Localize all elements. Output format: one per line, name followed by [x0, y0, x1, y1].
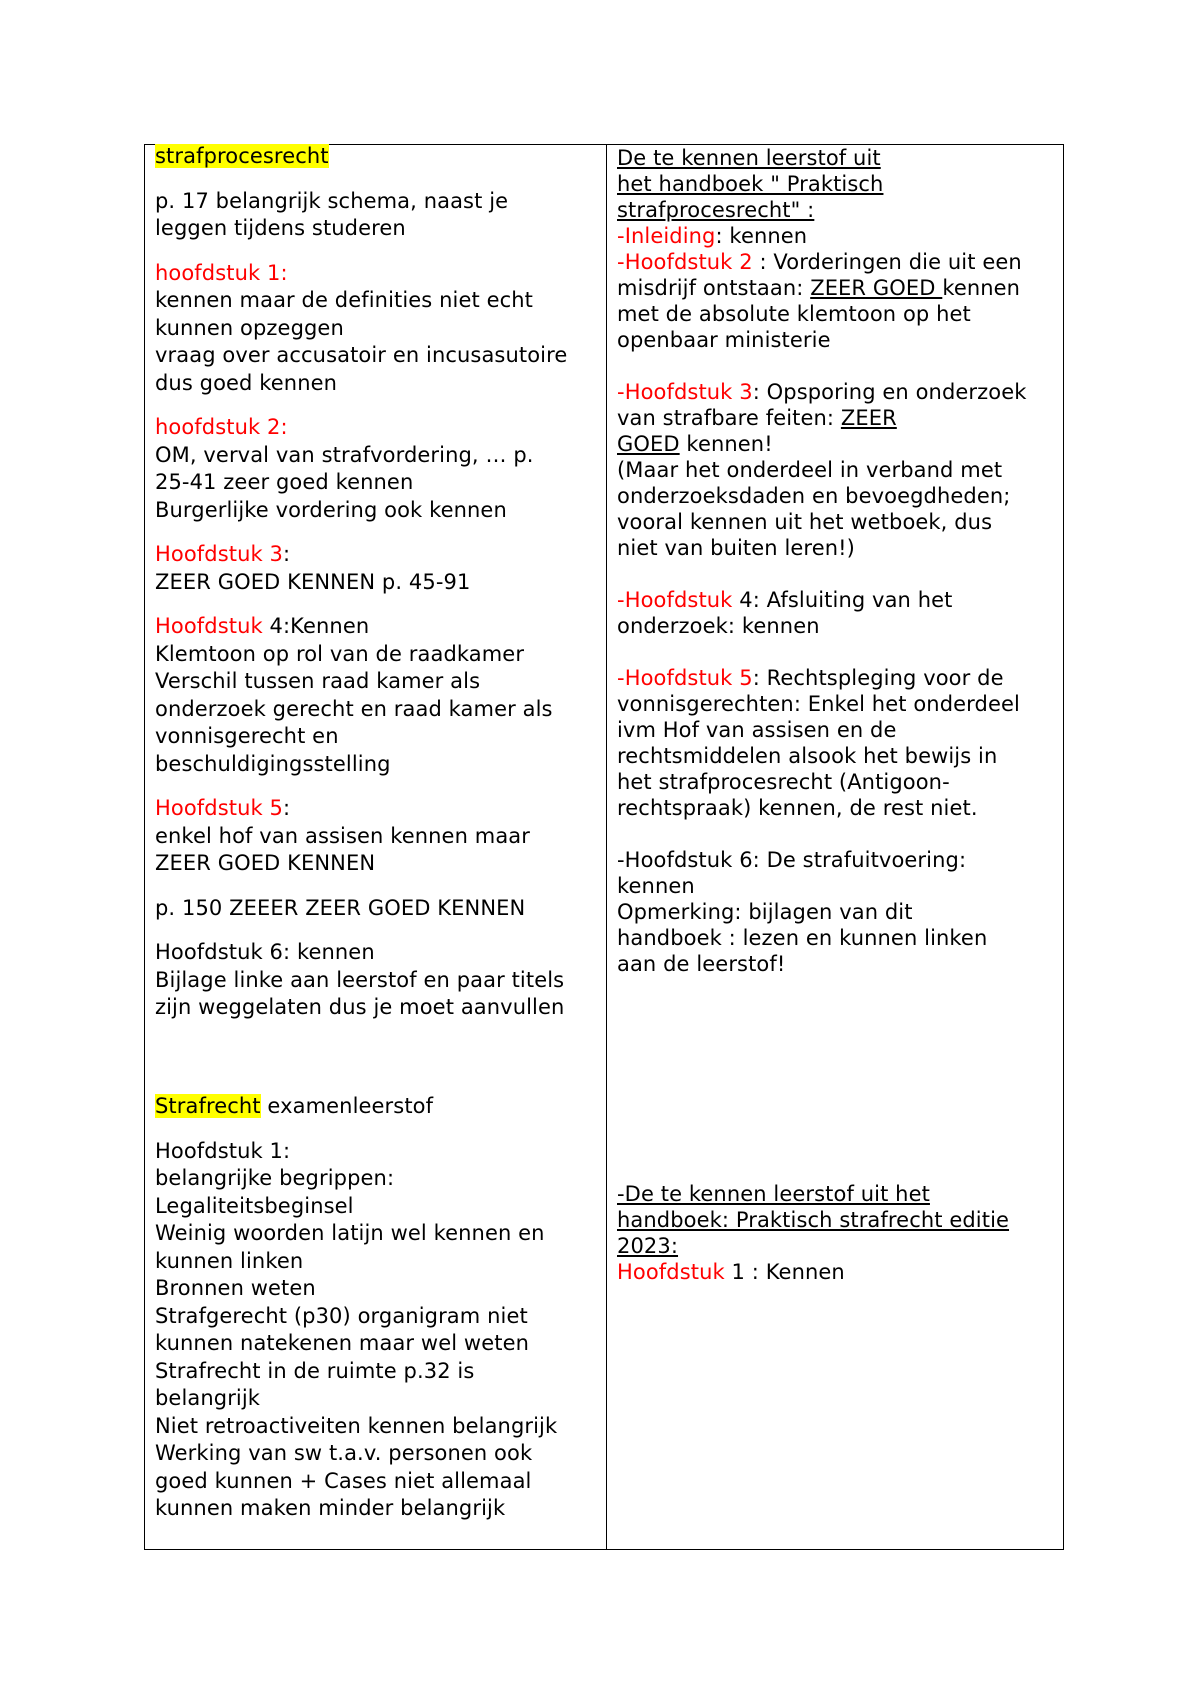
left-column: [145, 145, 607, 1549]
page-150-note: p. 150 ZEEER ZEER GOED KENNEN: [155, 895, 526, 920]
strafrecht-notes: [155, 1093, 595, 1523]
chapter-6-note: -Hoofdstuk 6: De strafuitvoering: kennen Opmerking: bijlagen van dit handboek : lezen en kunnen linken aan de leerstof!: [617, 848, 988, 976]
chapter-4-note: -Hoofdstuk 4: Afsluiting van het onderzoek: kennen: [617, 588, 953, 638]
chapter-5-note: -Hoofdstuk 5: Rechtspleging voor de vonnisgerechten: Enkel het onderdeel ivm Hof van assisen en de rechtsmiddelen alsook het bewijs in het strafprocesrecht (Antigoon- rechtspraak) kennen, de rest niet.: [617, 666, 1020, 820]
chapter-3-note: -Hoofdstuk 3: Opsporing en onderzoek van strafbare feiten: ZEER GOED kennen! (Maar het onderdeel in verband met onderzoeksdaden en bevoegdheden; vooral kennen uit het wetboek, dus niet van buiten leren!): [617, 380, 1027, 560]
handboek-strafrecht: -De te kennen leerstof uit het handboek: Praktisch strafrecht editie 2023: Hoofdstuk 1 : Kennen: [617, 1181, 1057, 1285]
right-column: [607, 145, 1063, 1549]
chapter-6-note: Hoofdstuk 6: kennen Bijlage linke aan leerstof en paar titels zijn weggelaten dus je moet aanvullen: [155, 940, 565, 1019]
chapter-2-note: -Hoofdstuk 2 : Vorderingen die uit een misdrijf ontstaan: ZEER GOED kennen met de absolute klemtoon op het openbaar ministerie: [617, 250, 1022, 352]
section-title: strafprocesrecht: [155, 144, 329, 168]
strafrecht-chapter-1: Hoofdstuk 1 : Kennen: [617, 1260, 845, 1284]
chapter-2-note: hoofdstuk 2: OM, verval van strafvordering, … p. 25-41 zeer goed kennen Burgerlijke vordering ook kennen: [155, 415, 534, 522]
chapter-1-note: hoofdstuk 1: kennen maar de definities niet echt kunnen opzeggen vraag over accusatoir en incusasutoire dus goed kennen: [155, 260, 568, 395]
intro-note: p. 17 belangrijk schema, naast je leggen tijdens studeren: [155, 188, 509, 240]
handboek-intro: De te kennen leerstof uit het handboek " Praktisch strafprocesrecht" :: [617, 146, 884, 222]
strafprocesrecht-notes: [155, 143, 595, 1022]
chapter-4-note: Hoofdstuk 4:Kennen Klemtoon op rol van de raadkamer Verschil tussen raad kamer als onderzoek gerecht en raad kamer als vonnisgerecht en beschuldigingsstelling: [155, 614, 553, 776]
handboek-strafprocesrecht: [617, 145, 1057, 977]
section-title: Strafrecht examenleerstof: [155, 1094, 434, 1118]
study-table: [144, 144, 1064, 1550]
inleiding-note: -Inleiding: kennen: [617, 224, 808, 248]
strafrecht-chapter-1-note: Hoofdstuk 1: belangrijke begrippen: Legaliteitsbeginsel Weinig woorden latijn wel kennen en kunnen linken Bronnen weten Strafgerecht (p30) organigram niet kunnen natekenen maar wel weten Strafrecht in de ruimte p.32 is belangrijk Niet retroactiveiten kennen belangrijk Werking van sw t.a.v. personen ook goed kunnen + Cases niet allemaal kunnen maken minder belangrijk: [155, 1138, 558, 1520]
chapter-5-note: Hoofdstuk 5: enkel hof van assisen kennen maar ZEER GOED KENNEN: [155, 796, 530, 875]
chapter-3-note: Hoofdstuk 3: ZEER GOED KENNEN p. 45-91: [155, 542, 471, 594]
